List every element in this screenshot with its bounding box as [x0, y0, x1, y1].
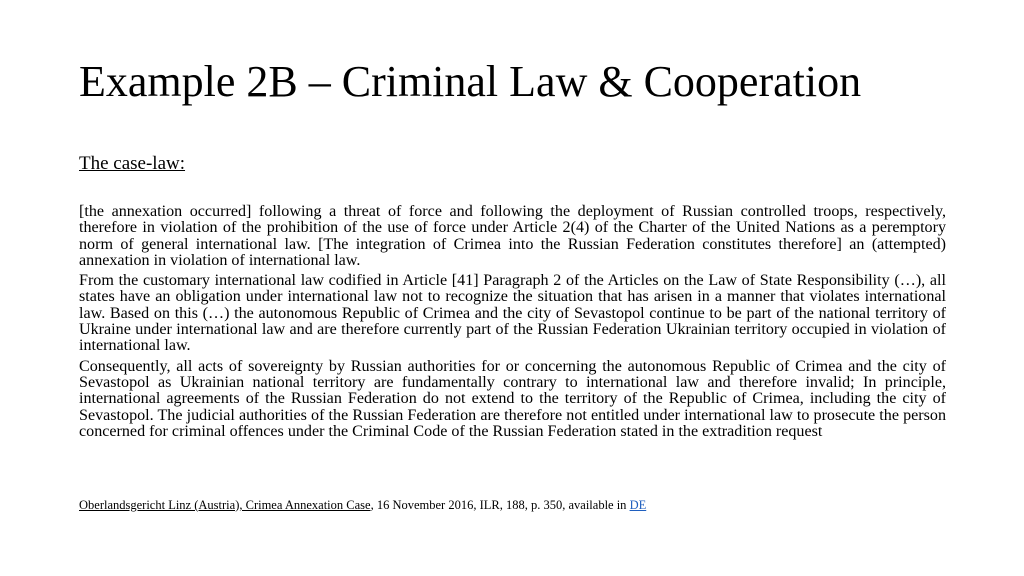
- citation-details: , 16 November 2016, ILR, 188, p. 350, available in: [370, 498, 630, 512]
- citation: [79, 498, 979, 513]
- language-de-link[interactable]: DE: [629, 498, 647, 512]
- slide-title: Example 2B – Criminal Law & Cooperation: [79, 57, 862, 106]
- case-source-link[interactable]: Oberlandsgericht Linz (Austria), Crimea Annexation Case: [79, 498, 371, 512]
- quoted-judgment: [79, 204, 946, 444]
- paragraph-annexation: [the annexation occurred] following a threat of force and following the deployment of Russian controlled troops, respectively, therefore in violation of the prohibition of the use of force under Article 2(4) of the Charter of the United Nations as a peremptory norm of general international law. [The integration of Crimea into the Russian Federation constitutes therefore] an (attempted) annexation in violation of international law.: [79, 203, 946, 269]
- paragraph-consequences: Consequently, all acts of sovereignty by Russian authorities for or concerning the autonomous Republic of Crimea and the city of Sevastopol as Ukrainian national territory are fundamentally contrary to international law and therefore invalid; In principle, international agreements of the Russian Federation do not extend to the territory of the Republic of Crimea, including the city of Sevastopol. The judicial authorities of the Russian Federation are therefore not entitled under international law to prosecute the person concerned for criminal offences under the Criminal Code of the Russian Federation stated in the extradition request: [79, 357, 946, 440]
- case-law-heading: The case-law:: [79, 153, 186, 174]
- paragraph-non-recognition: From the customary international law codified in Article [41] Paragraph 2 of the Articles on the Law of State Responsibility (…), all states have an obligation under international law not to recognize the situation that has arisen in a manner that violates international law. Based on this (…) the autonomous Republic of Crimea and the city of Sevastopol continue to be part of the national territory of Ukraine under international law and are therefore currently part of the Russian Federation Ukrainian territory occupied in violation of international law.: [79, 272, 946, 355]
